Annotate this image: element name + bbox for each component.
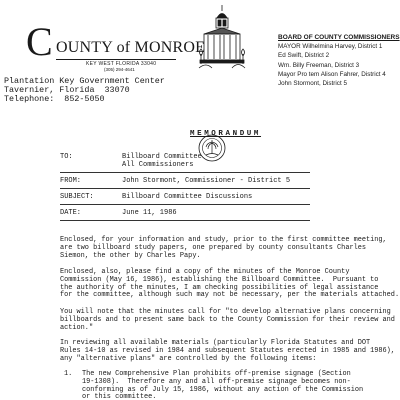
body-line: any "alternative plans" are controlled by the following items: bbox=[60, 354, 317, 363]
board-title: BOARD OF COUNTY COMMISSIONERS bbox=[278, 34, 400, 41]
logo-name: OUNTY of MONROE bbox=[56, 39, 206, 56]
address-line: Tavernier, Florida 33070 bbox=[4, 85, 130, 96]
to-label: TO: bbox=[60, 153, 73, 161]
board-member: Wm. Billy Freeman, District 3 bbox=[278, 61, 360, 69]
to-recipient: Billboard Committee bbox=[122, 153, 202, 161]
field-rule bbox=[60, 204, 310, 205]
date-value: June 11, 1986 bbox=[122, 209, 177, 217]
subject-label: SUBJECT: bbox=[60, 193, 94, 201]
logo-phone: (305) 294-4641 bbox=[104, 67, 135, 72]
board-member: Ed Swift, District 2 bbox=[278, 52, 330, 60]
logo-initial: C bbox=[26, 19, 53, 64]
board-of-commissioners bbox=[278, 33, 400, 88]
memo-title: MEMORANDUM bbox=[190, 130, 262, 138]
county-seal-icon bbox=[198, 134, 226, 162]
body-line: In reviewing all available materials (particularly Florida Statutes and DOT bbox=[60, 339, 371, 347]
from-value: John Stormont, Commissioner - District 5 bbox=[122, 177, 291, 185]
body-line: Rules 14-10 as revised in 1984 and subsequent Statutes erected in 1985 and 1986), bbox=[60, 346, 395, 355]
from-label: FROM: bbox=[60, 177, 82, 185]
subject-value: Billboard Committee Discussions bbox=[122, 193, 253, 201]
body-line: The new Comprehensive Plan prohibits off-premise signage (Section bbox=[82, 370, 351, 378]
body-line: You will note that the minutes call for "to develop alternative plans concerning bbox=[60, 308, 391, 316]
field-rule bbox=[60, 188, 310, 189]
body-line: Enclosed, for your information and study, prior to the first committee meeting, bbox=[60, 236, 387, 244]
body-paragraph bbox=[60, 339, 395, 363]
logo-address: KEY WEST FLORIDA 33040 bbox=[86, 61, 157, 67]
body-line: 19-1308). Therefore any and all off-premise signage becomes non- bbox=[82, 377, 351, 386]
body-paragraph bbox=[60, 268, 400, 300]
date-label: DATE: bbox=[60, 209, 82, 217]
address-line: Plantation Key Government Center bbox=[4, 76, 165, 86]
body-line: billboards and to present same back to the County Commission for their review and bbox=[60, 315, 395, 324]
list-item bbox=[82, 371, 390, 400]
body-line: Commission (May 16, 1986), establishing the Billboard Committee. Pursuant to bbox=[60, 275, 379, 284]
board-member: John Stormont, District 5 bbox=[278, 80, 347, 88]
office-address bbox=[4, 77, 165, 105]
body-line: for the committee, although such may not be necessary, per the materials attached. bbox=[60, 291, 400, 300]
body-paragraph bbox=[60, 237, 390, 260]
body-line: are two billboard study papers, one prepared by county consultants Charles bbox=[60, 243, 366, 252]
body-line: Enclosed, also, please find a copy of the minutes of the Monroe County bbox=[60, 268, 350, 276]
body-line: conforming as of July 15, 1986, without any action of the Commission bbox=[82, 385, 364, 394]
body-line: the authority of the minutes, I am checking possibilities of legal assistance bbox=[60, 283, 379, 292]
county-logo bbox=[26, 19, 206, 72]
address-phone: Telephone: 852-5050 bbox=[4, 94, 105, 105]
board-member: MAYOR Wilhelmina Harvey, District 1 bbox=[278, 43, 383, 51]
body-paragraph bbox=[60, 308, 395, 332]
logo-rule bbox=[56, 59, 176, 60]
body-line: or this committee. bbox=[82, 393, 157, 400]
field-rule bbox=[60, 220, 310, 221]
body-line: Siemon, the other by Charles Papy. bbox=[60, 251, 201, 260]
field-rule bbox=[60, 172, 310, 173]
body-line: action." bbox=[60, 323, 94, 332]
to-recipient: All Commissioners bbox=[122, 161, 194, 169]
courthouse-icon bbox=[198, 4, 246, 70]
board-member: Mayor Pro tem Alison Fahrer, District 4 bbox=[278, 70, 386, 78]
list-number: 1. bbox=[64, 370, 73, 378]
